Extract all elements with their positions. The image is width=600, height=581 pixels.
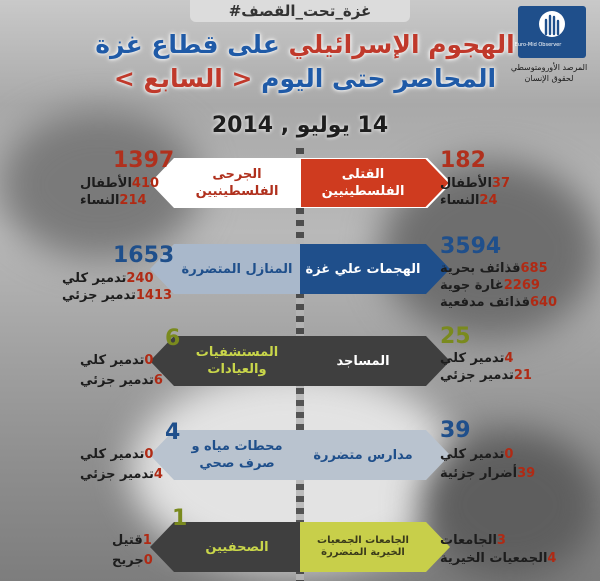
stat-detail: 2269غارة جوية — [440, 278, 540, 293]
stat-total: 1397 — [113, 148, 175, 173]
arrow-label: المساجد — [336, 353, 390, 369]
stat-detail: 4تدمير جزئي — [80, 467, 163, 482]
stat-detail: 0جريح — [112, 553, 153, 568]
stat-detail: 1قتيل — [112, 533, 152, 548]
title-line-2 — [70, 64, 540, 93]
arrow-label: القتلى الفلسطينيين — [321, 167, 405, 199]
stat-detail: 6تدمير جزئي — [80, 373, 163, 388]
stat-total: 1653 — [113, 243, 175, 268]
arrow-label: الصحفيين — [205, 539, 269, 555]
arrow-label: مدارس متضررة — [313, 447, 413, 463]
hand-icon — [518, 6, 586, 46]
stat-total: 6 — [165, 326, 181, 351]
title-text: على قطاع غزة — [95, 30, 280, 59]
title-highlight: < السابع > — [113, 64, 253, 93]
title-text: المحاصر حتى اليوم — [261, 64, 497, 93]
stat-detail: 3الجامعات — [440, 533, 506, 548]
stat-detail: 214النساء — [80, 193, 147, 208]
stat-total: 4 — [165, 420, 181, 445]
logo-subtitle: المرصد الأورومتوسطي لحقوق الإنسان — [510, 63, 588, 83]
title-line-1 — [70, 30, 540, 59]
stat-detail: 4تدمير كلي — [440, 351, 514, 366]
stat-detail: 240تدمير كلي — [62, 271, 154, 286]
logo — [500, 0, 600, 96]
stat-detail: 1413تدمير جزئي — [62, 288, 173, 303]
stat-detail: 410الأطفال — [80, 176, 160, 191]
arrow-label: الجرحى الفلسطينيين — [195, 167, 279, 199]
stat-total: 25 — [440, 324, 471, 349]
stat-detail: 0تدمير كلي — [80, 353, 154, 368]
logo-badge — [514, 6, 586, 58]
stat-detail: 4الجمعيات الخيرية — [440, 551, 557, 566]
hashtag: #غزة_تحت_القصف — [190, 0, 410, 22]
stat-total: 39 — [440, 418, 471, 443]
stat-total: 1 — [172, 506, 188, 531]
arrow-label: محطات مياه و صرف صحي — [191, 439, 283, 471]
arrow-label: الجامعات الجمعيات الخيرية المتضررة — [317, 535, 409, 558]
stat-detail: 37الأطفال — [440, 176, 510, 191]
title-highlight: الهجوم الإسرائيلي — [288, 30, 515, 59]
arrow-label: المنازل المتضررة — [181, 261, 293, 277]
stat-total: 3594 — [440, 234, 502, 259]
stat-detail: 39أضرار جزئية — [440, 466, 536, 481]
date: 14 يوليو , 2014 — [211, 113, 389, 138]
arrow-label: الهجمات علي غزة — [305, 261, 421, 277]
stat-detail: 24النساء — [440, 193, 498, 208]
stat-detail: 0تدمير كلي — [80, 447, 154, 462]
logo-name: Euro-Mid Observer — [514, 42, 562, 48]
stat-detail: 21تدمير جزئي — [440, 368, 532, 383]
stat-total: 182 — [440, 148, 486, 173]
stat-detail: 0تدمير كلي — [440, 447, 514, 462]
stat-detail: 640قذائف مدفعية — [440, 295, 558, 310]
stat-detail: 685قذائف بحرية — [440, 261, 548, 276]
arrow-label: المستشفيات والعيادات — [195, 345, 279, 377]
